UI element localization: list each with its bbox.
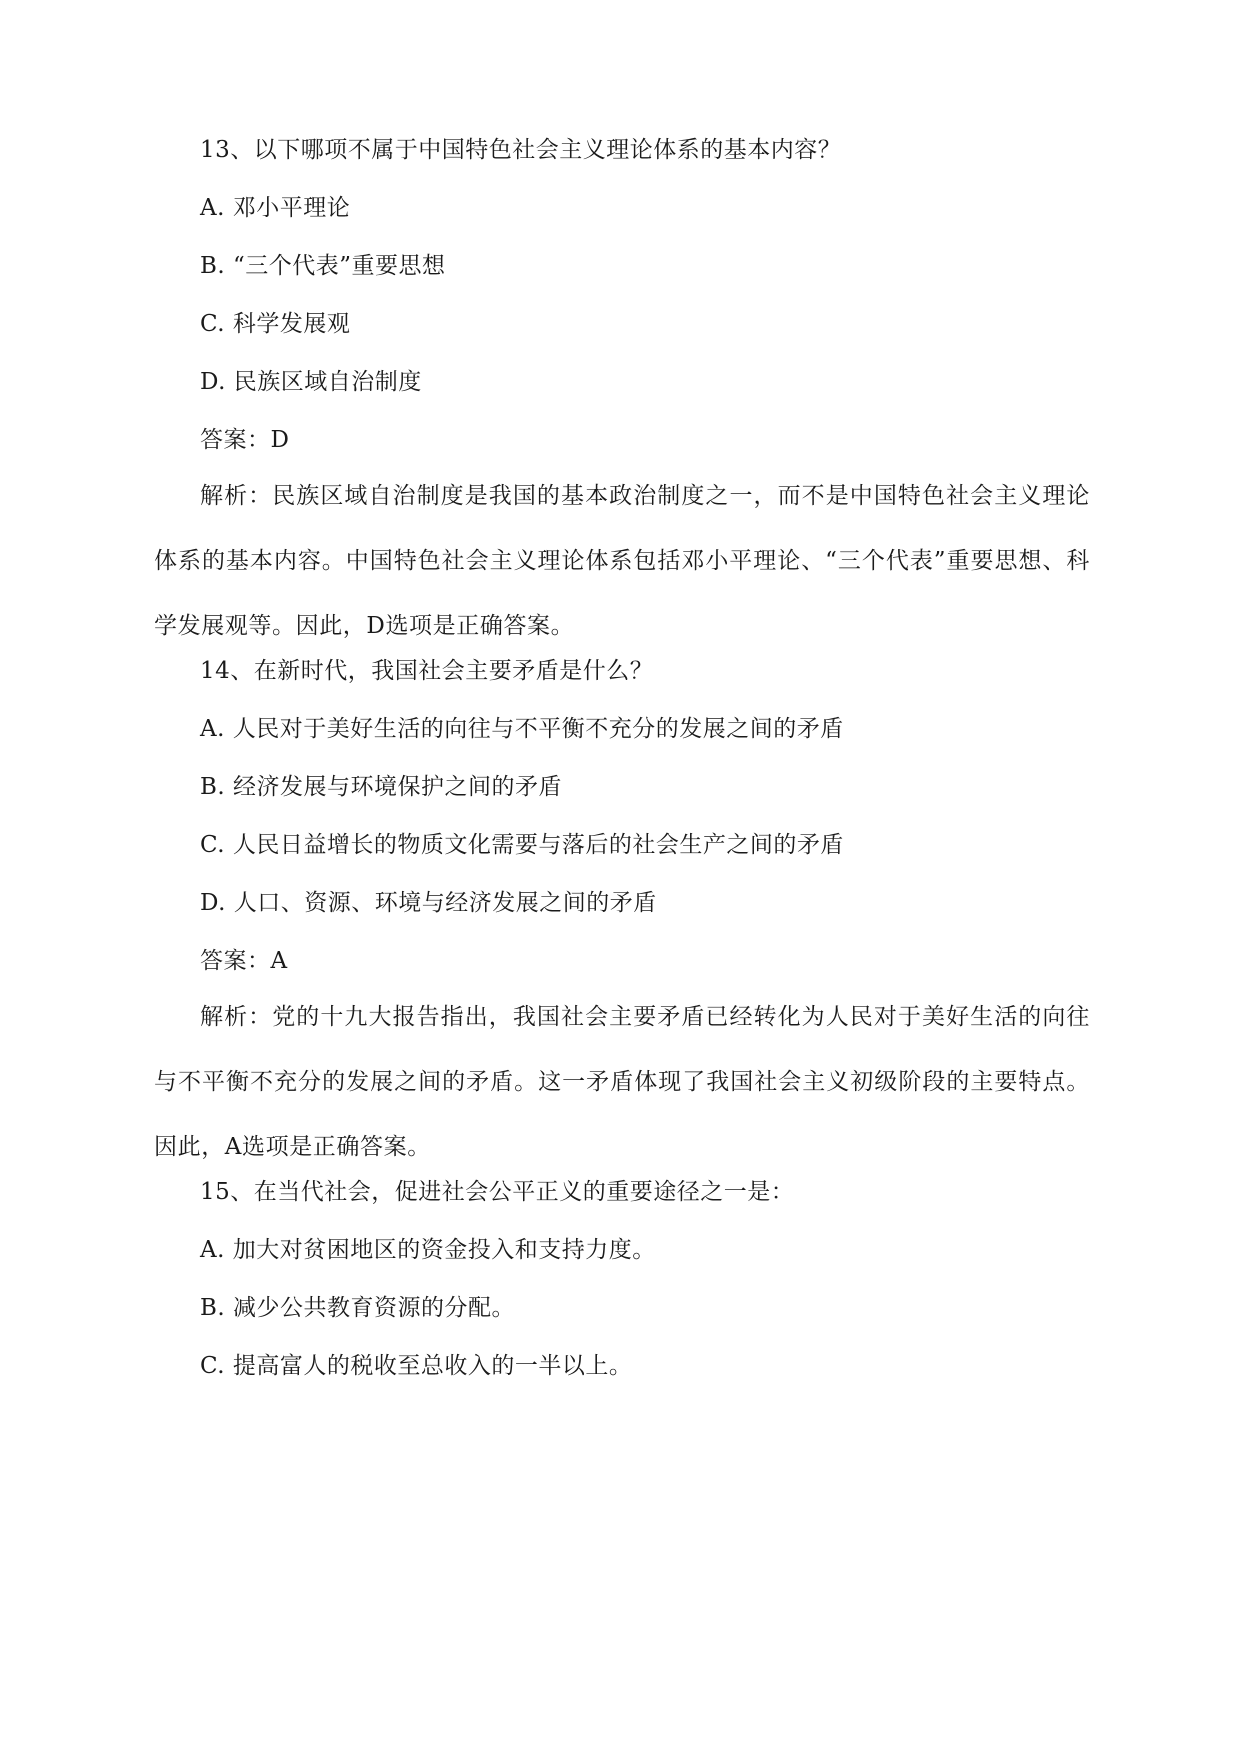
question-14-answer: 答案：A (200, 948, 288, 974)
question-14-analysis: 解析：党的十九大报告指出，我国社会主要矛盾已经转化为人民对于美好生活的向往与不平衡不充分的发展之间的矛盾。这一矛盾体现了我国社会主义初级阶段的主要特点。因此，A选项是正确答案。 (154, 1004, 1090, 1160)
question-13-analysis: 解析：民族区域自治制度是我国的基本政治制度之一，而不是中国特色社会主义理论体系的基本内容。中国特色社会主义理论体系包括邓小平理论、“三个代表”重要思想、科学发展观等。因此，D选项是正确答案。 (154, 483, 1090, 639)
question-14-option-b: B. 经济发展与环境保护之间的矛盾 (200, 774, 563, 800)
question-13-option-a: A. 邓小平理论 (200, 195, 351, 221)
question-14-option-d: D. 人口、资源、环境与经济发展之间的矛盾 (200, 890, 657, 916)
question-15-stem: 15、在当代社会，促进社会公平正义的重要途径之一是： (200, 1179, 795, 1205)
question-14-option-a: A. 人民对于美好生活的向往与不平衡不充分的发展之间的矛盾 (200, 716, 844, 742)
question-15-option-b: B. 减少公共教育资源的分配。 (200, 1295, 516, 1321)
question-13-stem: 13、以下哪项不属于中国特色社会主义理论体系的基本内容？ (200, 137, 842, 163)
question-13-option-d: D. 民族区域自治制度 (200, 369, 422, 395)
question-15-option-a: A. 加大对贫困地区的资金投入和支持力度。 (200, 1237, 656, 1263)
question-15-option-c: C. 提高富人的税收至总收入的一半以上。 (200, 1353, 633, 1379)
question-13-answer: 答案：D (200, 427, 290, 453)
question-14-option-c: C. 人民日益增长的物质文化需要与落后的社会生产之间的矛盾 (200, 832, 844, 858)
question-13-option-c: C. 科学发展观 (200, 311, 351, 337)
question-13-option-b: B. “三个代表”重要思想 (200, 253, 446, 279)
question-14-stem: 14、在新时代，我国社会主要矛盾是什么？ (200, 658, 654, 684)
